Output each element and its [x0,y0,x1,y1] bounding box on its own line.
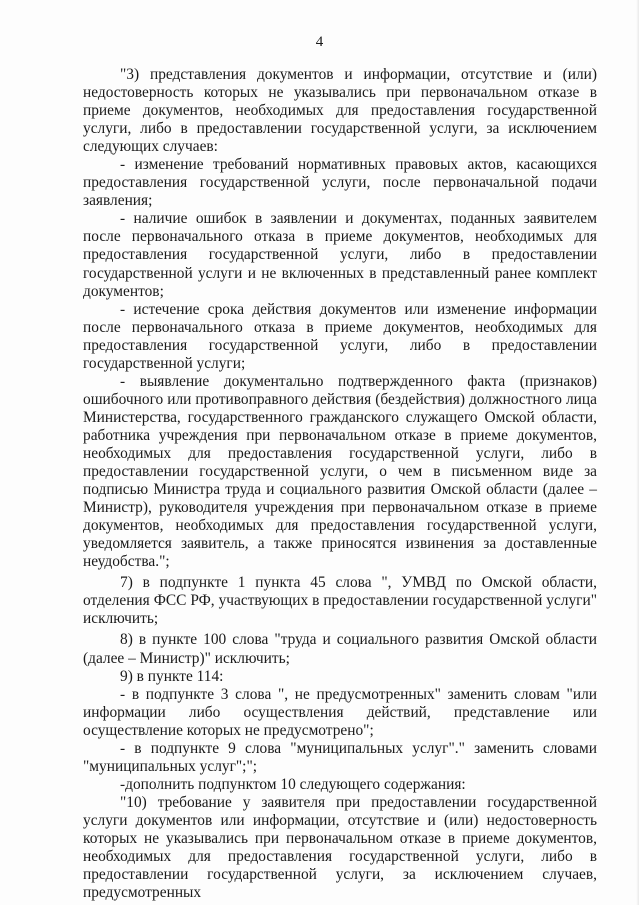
paragraph-bullet-documents-expiry: - истечение срока действия документов или изменение информации после первоначального отказа в приеме документов, необходимых для предоставления государственной услуги, либо в предоставлении государственной услуги; [83,300,597,372]
paragraph-add-subpoint-10: -дополнить подпунктом 10 следующего содержания: [120,775,466,793]
document-body [83,66,597,902]
paragraph-bullet-requirements-change: - изменение требований нормативных правовых актов, касающихся предоставления государственной услуги, после первоначальной подачи заявления; [83,156,597,210]
paragraph-item-9: 9) в пункте 114: [120,667,224,685]
paragraph-item-9-subpoint-3: - в подпункте 3 слова ", не предусмотренных" заменить словам "или информации либо осуществления действий, представление или осуществление которых не предусмотрено"; [83,685,597,739]
page-number: 4 [315,34,324,50]
paragraph-bullet-errors-in-application: - наличие ошибок в заявлении и документах, поданных заявителем после первоначального отказа в приеме документов, необходимых для предоставления государственной услуги, либо в предоставлении государственной услуги и не включенных в представленный ранее комплект документов; [83,210,597,300]
paragraph-subpoint-10-text: "10) требование у заявителя при предоставлении государственной услуги документов или информации, отсутствие и (или) недостоверность которых не указывались при первоначальном отказе в приеме документов, необходимых для предоставления государственной услуги, либо в предоставлении государственной услуги, за исключением случаев, предусмотренных [83,793,597,902]
paragraph-bullet-unlawful-action: - выявление документально подтвержденного факта (признаков) ошибочного или противоправного действия (бездействия) должностного лица Министерства, государственного гражданского служащего Омской области, работника учреждения при первоначальном отказе в приеме документов, необходимых для предоставления государственной услуги, либо в предоставлении государственной услуги, о чем в письменном виде за подписью Министра труда и социального развития Омской области (далее – Министр), руководителя учреждения при первоначальном отказе в приеме документов, необходимых для предоставления государственной услуги, уведомляется заявитель, а также приносятся извинения за доставленные неудобства."; [83,372,597,571]
paragraph-item-9-subpoint-9: - в подпункте 9 слова "муниципальных услуг"." заменить словами "муниципальных услуг";"; [83,739,597,775]
paragraph-item-7: 7) в подпункте 1 пункта 45 слова ", УМВД по Омской области, отделения ФСС РФ, участвующих в предоставлении государственной услуги" исключить; [83,574,597,628]
paragraph-item-3-intro: "3) представления документов и информации, отсутствие и (или) недостоверность которых не указывались при первоначальном отказе в приеме документов, необходимых для предоставления государственной услуги, либо в предоставлении государственной услуги, за исключением следующих случаев: [83,66,597,156]
paragraph-item-8: 8) в пункте 100 слова "труда и социального развития Омской области (далее – Министр)" исключить; [83,631,597,667]
